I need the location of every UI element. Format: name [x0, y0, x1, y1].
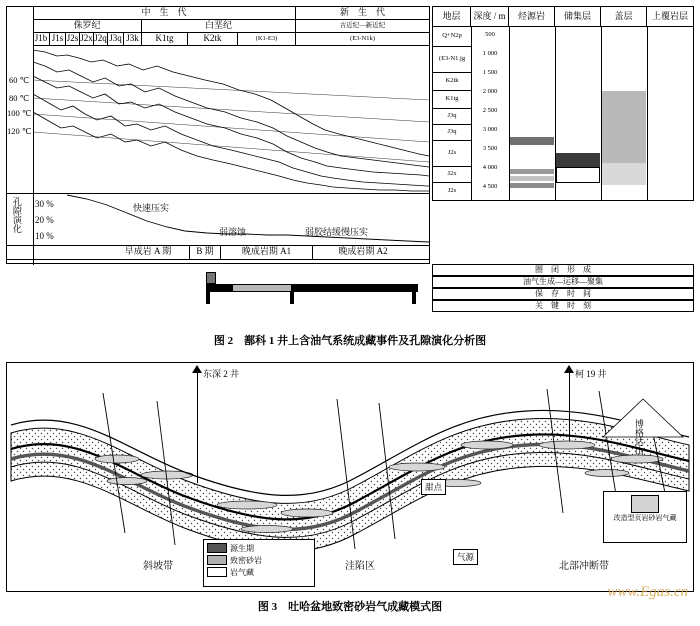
event-tick-left: [206, 292, 210, 304]
event-row-trap: [432, 264, 694, 276]
diagenesis-late-A1: 晚成岩期 A1: [221, 245, 313, 259]
porosity-tick-30: 30 %: [35, 199, 54, 209]
event-row-migration-label: 油气生成—运移—聚集: [523, 276, 603, 286]
col-overburden: 上覆岩层: [647, 7, 693, 27]
porosity-axis-title: 孔隙演化: [11, 197, 22, 233]
zone-label-thrust: 北部冲断带: [559, 561, 609, 572]
well-label-ke19: 柯 19 井: [575, 369, 607, 379]
depth-4000: 4 000: [482, 163, 498, 171]
porosity-tick-10: 10 %: [35, 231, 54, 241]
stage-J2x: J2x: [79, 33, 93, 46]
diagenesis-B: B 期: [189, 245, 221, 259]
legend-label-gas-reservoir: 岩气藏: [230, 567, 254, 577]
legend-label-tight-sand: 致密砂岩: [230, 555, 262, 565]
era-mesozoic: 中 生 代: [33, 7, 295, 20]
depth-500: 500: [485, 30, 495, 38]
legend-item-1: [207, 554, 311, 566]
event-row-trap-label: 圈 闭 形 成: [535, 264, 591, 274]
figure2-left-chart: [6, 6, 430, 264]
stage-J1b: J1b: [33, 33, 49, 46]
strata-5: J3q: [433, 125, 471, 141]
depth-2500: 2 500: [482, 106, 498, 114]
porosity-tick-20: 20 %: [35, 215, 54, 225]
period-cretaceous: 白垩纪: [141, 20, 295, 33]
well-label-dongshen2: 东深 2 井: [203, 369, 240, 379]
event-row-preservation: [432, 288, 694, 300]
strata-4: J3q: [433, 109, 471, 125]
zone-label-slope: 斜坡带: [143, 561, 173, 572]
event-row-preservation-label: 保 存 时 间: [535, 288, 591, 298]
legend-swatch-tight-sand: [207, 555, 227, 565]
depth-4500: 4 500: [482, 182, 498, 190]
stage-J2s: J2s: [65, 33, 79, 46]
figure-2: [6, 6, 694, 347]
epoch-K1E3: (K1-E3): [237, 33, 295, 46]
period-paleogene-neogene: 古近纪—新近纪: [295, 20, 429, 33]
depth-3500: 3 500: [482, 144, 498, 152]
stage-J3q: J3q: [107, 33, 123, 46]
caprock-band-1: [602, 91, 646, 163]
figure2-caption: 图 2 鄯科 1 井上含油气系统成藏事件及孔隙演化分析图: [213, 335, 487, 347]
temp-label-60: 60 ℃: [9, 75, 30, 85]
source-rock-band-1: [510, 137, 554, 145]
depth-2000: 2 000: [482, 87, 498, 95]
legend-box-right: [603, 491, 687, 543]
well-line-dongshen2: [197, 371, 198, 483]
watermark: www.Egas.cn: [607, 584, 688, 600]
burial-history-curves: [33, 46, 429, 193]
event-row-critical-label: 关 键 时 刻: [535, 300, 591, 310]
source-rock-band-2: [510, 169, 554, 174]
tag-gas-source: 气源: [453, 549, 478, 565]
tag-sweet-spot: 甜点: [421, 479, 446, 495]
depth-1000: 1 000: [482, 49, 498, 57]
legend-swatch-reworked: [631, 495, 659, 513]
process-label-compaction: 快速压实: [133, 203, 170, 213]
legend-label-source: 源生期: [230, 543, 254, 553]
legend-item-2: [207, 566, 311, 578]
col-source-rock: 烃源岩: [509, 7, 555, 27]
event-tick-right: [412, 292, 416, 304]
depth-3000: 3 000: [482, 125, 498, 133]
figure3-cross-section: [6, 362, 694, 592]
strata-7: J2x: [433, 167, 471, 183]
period-jurassic: 侏罗纪: [33, 20, 141, 33]
temp-label-80: 80 ℃: [9, 93, 30, 103]
strata-2: K2tk: [433, 73, 471, 91]
figure2-right-table: [432, 6, 694, 201]
event-marker-left: [206, 272, 216, 284]
process-label-cementation: 弱胶结缓慢压实: [305, 227, 369, 237]
stage-J2q: J2q: [93, 33, 107, 46]
legend-swatch-source: [207, 543, 227, 553]
strata-3: K1tg: [433, 91, 471, 109]
well-symbol-dongshen2: [192, 365, 202, 373]
diagenesis-early-A: 早成岩 A 期: [124, 246, 172, 257]
source-rock-band-3: [510, 176, 554, 181]
col-reservoir: 储集层: [555, 7, 601, 27]
strata-1: (E3-N1.jg: [433, 47, 471, 73]
event-row-critical: [432, 300, 694, 312]
figure3-caption: 图 3 吐哈盆地致密砂岩气成藏模式图: [257, 601, 443, 613]
event-row-migration: [432, 276, 694, 288]
legend-swatch-gas-reservoir: [207, 567, 227, 577]
zone-label-depression: 洼陷区: [345, 561, 375, 572]
col-caprock: 盖层: [601, 7, 647, 27]
stage-J3k: J3k: [123, 33, 141, 46]
event-bar-gray: [232, 284, 292, 292]
strata-8: J2s: [447, 187, 457, 195]
stage-J1s: J1s: [49, 33, 65, 46]
diagenesis-late-A2: 晚成岩期 A2: [338, 246, 388, 257]
event-tick-mid: [290, 292, 294, 304]
temp-label-100: 100 ℃: [7, 108, 32, 118]
col-depth: 深度 / m: [471, 7, 509, 27]
stage-K2tk: K2tk: [187, 33, 237, 46]
reservoir-band-1: [556, 153, 600, 167]
mountain-label: 博格达山: [633, 419, 644, 455]
col-strata: 地层: [433, 7, 471, 27]
stage-K1tg: K1tg: [141, 33, 187, 46]
temp-label-120: 120 ℃: [7, 126, 32, 136]
legend-item-0: [207, 542, 311, 554]
process-label-dissolution: 弱溶蚀: [219, 227, 247, 237]
porosity-evolution-panel: [7, 193, 431, 265]
source-rock-band-4: [510, 183, 554, 188]
figure-3: [6, 362, 694, 612]
depth-1500: 1 500: [482, 68, 498, 76]
porosity-curve: [67, 193, 429, 251]
strata-6: J2s: [433, 141, 471, 167]
caprock-band-2: [602, 163, 646, 185]
well-symbol-ke19: [564, 365, 574, 373]
epoch-E3N1k: (E3-N1k): [295, 33, 429, 46]
strata-0: Q+N2p: [433, 27, 471, 47]
legend-box: [203, 539, 315, 587]
well-line-ke19: [569, 371, 570, 441]
era-cenozoic: 新 生 代: [295, 7, 429, 20]
reservoir-band-2: [556, 167, 600, 183]
legend-label-reworked: 改造型页岩砂岩气藏: [613, 514, 677, 522]
